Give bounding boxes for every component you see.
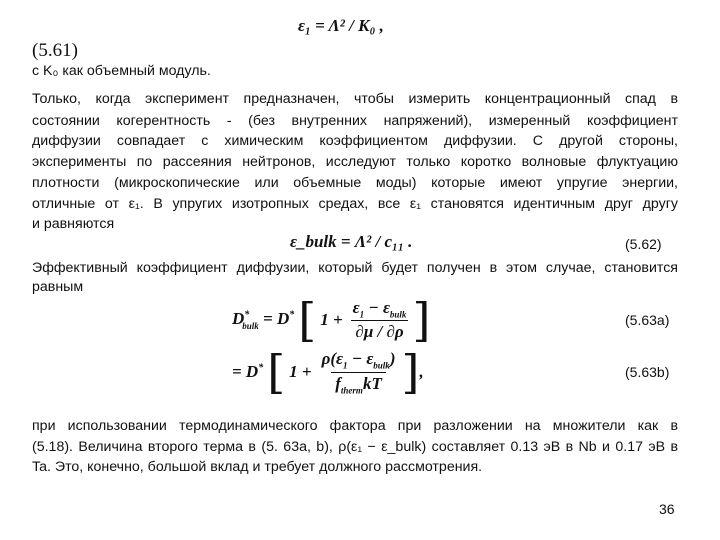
paragraph-1-line: плотности (микроскопические или объемные моды) которые имеют упругие энергии,: [32, 175, 678, 191]
equation-number-5-61: (5.61): [32, 40, 78, 61]
paragraph-1-line: Только, когда эксперимент предназначен, чтобы измерить концентрационный спад в: [32, 91, 678, 107]
k0-definition-line: с K₀ как объемный модуль.: [32, 63, 211, 79]
equation-5-61-formula: ε₁ = Λ² / K₀ ,: [298, 16, 384, 35]
paragraph-3-line: Ta. Это, конечно, большой вклад и требует должного рассмотрения.: [32, 459, 483, 475]
paragraph-3-line: (5.18). Величина второго терма в (5. 63a, b), ρ(ε₁ − ε_bulk) составляет 0.13 эВ в Nb и 0.17 эВ в: [32, 439, 678, 455]
paragraph-1-line: диффузии совпадает с химическим коэффициентом диффузии. С другой стороны,: [32, 133, 678, 149]
equation-number-5-63b: (5.63b): [625, 364, 670, 380]
paragraph-1-line: отличные от ε₁. В упругих изотропных средах, все ε₁ становятся идентичным друг другу: [32, 196, 678, 212]
paragraph-1-line: эксперименты по рассеяния нейтронов, исследуют только коротко волновые флуктуацию: [32, 154, 678, 170]
equation-5-63a: $D^*_{bulk} = D^*$ [ 1 + $\frac{\varepsilon_1 - \varepsilon_{bulk}}{\partial\mu / \partial\rho}$ ]: [232, 293, 431, 347]
equation-number-5-62: (5.62): [625, 236, 662, 252]
paragraph-2-line: Эффективный коэффициент диффузии, который будет получен в этом случае, становится: [32, 260, 678, 276]
page-number: 36: [659, 501, 675, 517]
equation-5-61: [298, 16, 384, 36]
equation-5-63b: = D* [ 1 + $\frac{\rho(\varepsilon_1 - \varepsilon_{bulk})}{f_{therm}kT}$ ] ,: [232, 345, 424, 399]
paragraph-2-line: равным: [32, 279, 84, 295]
paragraph-3-line: при использовании термодинамического фактора при разложении на множители как в: [32, 418, 678, 434]
equation-5-62: [290, 232, 412, 252]
paragraph-1-line: состоянии когерентность - (без внутренних напряжений), измеренный коэффициент: [32, 113, 678, 129]
paragraph-1-line: и равняются: [32, 216, 115, 232]
equation-number-5-63a: (5.63a): [625, 312, 670, 328]
equation-5-62-formula: ε_bulk = Λ² / c₁₁ .: [290, 232, 413, 251]
